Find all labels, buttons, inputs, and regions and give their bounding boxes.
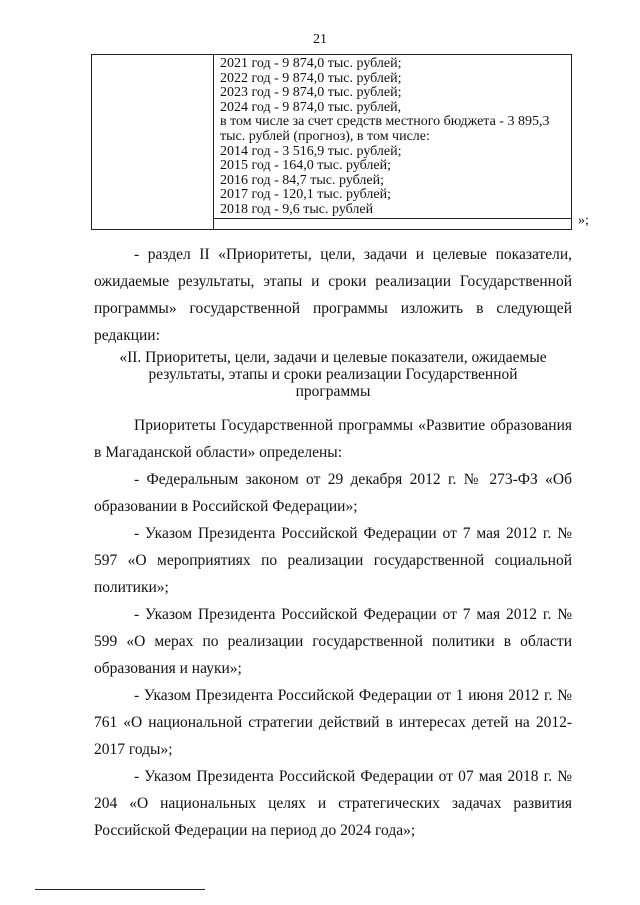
priorities-intro: Приоритеты Государственной программы «Развитие образования в Магаданской области» определены: bbox=[94, 417, 572, 461]
table-line: 2023 год - 9 874,0 тыс. рублей; bbox=[220, 85, 402, 101]
heading-line: результаты, этапы и сроки реализации Государственной bbox=[148, 366, 518, 383]
section-heading bbox=[94, 349, 572, 400]
funding-table bbox=[91, 54, 572, 230]
footer-divider bbox=[35, 889, 205, 890]
priorities-block bbox=[94, 412, 572, 844]
table-line: в том числе за счет средств местного бюджета - 3 895,3 bbox=[220, 114, 550, 130]
table-line: 2021 год - 9 874,0 тыс. рублей; bbox=[220, 56, 402, 71]
list-item: - Указом Президента Российской Федерации от 07 мая 2018 г. № 204 «О национальных целях и стратегических задачах развития Российской Федерации на период до 2024 года»; bbox=[94, 768, 572, 839]
table-left-cell bbox=[92, 55, 214, 229]
list-item: - Указом Президента Российской Федерации от 7 мая 2012 г. № 599 «О мерах по реализации государственной политики в области образования и науки»; bbox=[94, 606, 572, 677]
heading-line: «II. Приоритеты, цели, задачи и целевые показатели, ожидаемые bbox=[119, 349, 547, 366]
table-line: 2015 год - 164,0 тыс. рублей; bbox=[220, 158, 392, 174]
table-line: тыс. рублей (прогноз), в том числе: bbox=[220, 128, 430, 144]
table-line: 2024 год - 9 874,0 тыс. рублей, bbox=[220, 99, 402, 115]
table-line: 2017 год - 120,1 тыс. рублей; bbox=[220, 187, 392, 203]
table-line: 2016 год - 84,7 тыс. рублей; bbox=[220, 172, 385, 188]
section-intro: - раздел II «Приоритеты, цели, задачи и целевые показатели, ожидаемые результаты, этапы и сроки реализации Государственной программы» государственной программы изложить в следующей редакции: bbox=[94, 246, 572, 344]
table-line: 2022 год - 9 874,0 тыс. рублей; bbox=[220, 70, 402, 86]
table-line: 2018 год - 9,6 тыс. рублей bbox=[214, 203, 571, 219]
table-line: 2014 год - 3 516,9 тыс. рублей; bbox=[220, 143, 402, 159]
list-item: - Указом Президента Российской Федерации от 1 июня 2012 г. № 761 «О национальной стратегии действий в интересах детей на 2012-2017 годы»; bbox=[94, 687, 572, 758]
list-item: - Федеральным законом от 29 декабря 2012 г. № 273-ФЗ «Об образовании в Российской Федерации»; bbox=[94, 471, 572, 515]
closing-quote: »; bbox=[578, 213, 589, 228]
heading-line: программы bbox=[295, 383, 371, 400]
page-number: 21 bbox=[313, 32, 327, 47]
section-intro-block bbox=[94, 241, 572, 349]
table-right-cell bbox=[214, 55, 571, 229]
list-item: - Указом Президента Российской Федерации от 7 мая 2012 г. № 597 «О мероприятиях по реализации государственной социальной политики»; bbox=[94, 525, 572, 596]
